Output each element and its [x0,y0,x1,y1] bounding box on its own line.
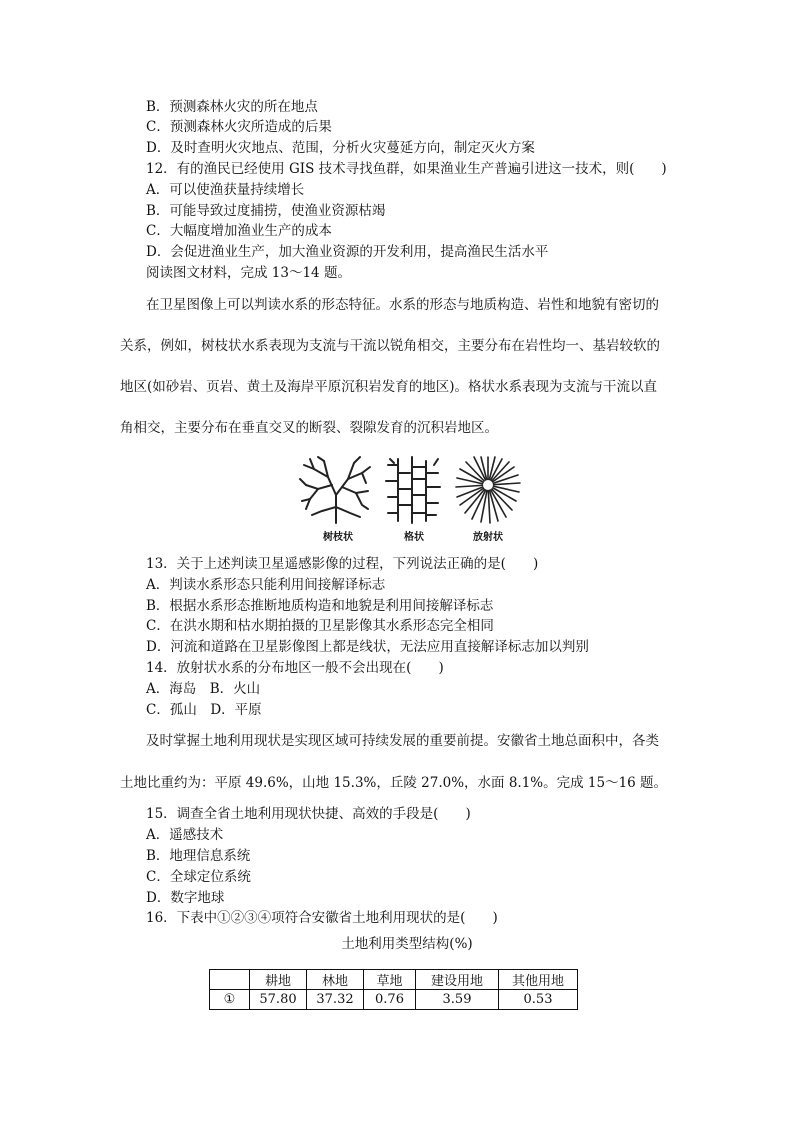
table-header-row [210,970,578,990]
passage2-line-2: 土地比重约为：平原 49.6%，山地 15.3%，丘陵 27.0%，水面 8.1%。完成 15～16 题。 [120,775,668,791]
header-cell: 草地 [364,970,416,990]
land-use-table [209,969,578,1010]
dendritic-drainage-icon [296,455,374,525]
passage1-line-2: 关系，例如，树枝状水系表现为支流与干流以锐角相交，主要分布在岩性均一、基岩较软的 [120,338,660,354]
option-15b: B．地理信息系统 [146,848,251,864]
caption-trellis: 格状 [404,532,424,543]
table-title: 土地利用类型结构(%) [341,936,473,952]
option-12a: A．可以使渔获量持续增长 [146,182,305,198]
table-cell: 0.53 [499,990,578,1010]
option-12c: C．大幅度增加渔业生产的成本 [146,223,332,239]
option-11d: D．及时查明火灾地点、范围，分析火灾蔓延方向，制定灭火方案 [146,140,535,156]
option-14cd: C．孤山 D．平原 [146,702,262,718]
question-13: 13．关于上述判读卫星遥感影像的过程，下列说法正确的是( ) [146,556,539,572]
option-13c: C．在洪水期和枯水期拍摄的卫星影像其水系形态完全相同 [146,618,494,634]
table-cell: 0.76 [364,990,416,1010]
option-14ab: A．海岛 B．火山 [146,681,261,697]
option-15a: A．遥感技术 [146,827,224,843]
option-15d: D．数字地球 [146,890,225,906]
option-12d: D．会促进渔业生产，加大渔业资源的开发利用，提高渔民生活水平 [146,244,549,260]
intro-13-14: 阅读图文材料，完成 13～14 题。 [146,265,351,281]
caption-radial: 放射状 [473,532,503,543]
table-cell: 3.59 [416,990,499,1010]
option-13b: B．根据水系形态推断地质构造和地貌是利用间接解译标志 [146,598,494,614]
question-15: 15．调查全省土地利用现状快捷、高效的手段是( ) [146,806,471,822]
option-11b: B．预测森林火灾的所在地点 [146,99,318,115]
header-cell [210,970,250,990]
trellis-drainage-icon [384,455,442,525]
option-12b: B．可能导致过度捕捞，使渔业资源枯竭 [146,203,386,219]
table-row [210,990,578,1010]
question-16: 16．下表中①②③④项符合安徽省土地利用现状的是( ) [146,910,498,926]
question-14: 14．放射状水系的分布地区一般不会出现在( ) [146,660,444,676]
passage2-line-1: 及时掌握土地利用现状是实现区域可持续发展的重要前提。安徽省土地总面积中，各类 [146,733,659,749]
radial-drainage-icon [454,455,522,525]
table-cell: ① [210,990,250,1010]
header-cell: 耕地 [250,970,307,990]
option-13d: D．河流和道路在卫星影像图上都是线状，无法应用直接解译标志加以判别 [146,639,589,655]
caption-dendritic: 树枝状 [323,532,353,543]
option-15c: C．全球定位系统 [146,869,251,885]
header-cell: 建设用地 [416,970,499,990]
header-cell: 其他用地 [499,970,578,990]
option-13a: A．判读水系形态只能利用间接解译标志 [146,577,386,593]
header-cell: 林地 [307,970,364,990]
question-12: 12．有的渔民已经使用 GIS 技术寻找鱼群，如果渔业生产普遍引进这一技术，则( ) [146,161,667,177]
passage1-line-3: 地区(如砂岩、页岩、黄土及海岸平原沉积岩发育的地区)。格状水系表现为支流与干流以直 [120,379,658,395]
table-cell: 57.80 [250,990,307,1010]
option-11c: C．预测森林火灾所造成的后果 [146,119,332,135]
drainage-pattern-figure [296,455,526,545]
table-cell: 37.32 [307,990,364,1010]
passage1-line-4: 角相交，主要分布在垂直交叉的断裂、裂隙发育的沉积岩地区。 [120,420,498,436]
passage1-line-1: 在卫星图像上可以判读水系的形态特征。水系的形态与地质构造、岩性和地貌有密切的 [146,297,659,313]
